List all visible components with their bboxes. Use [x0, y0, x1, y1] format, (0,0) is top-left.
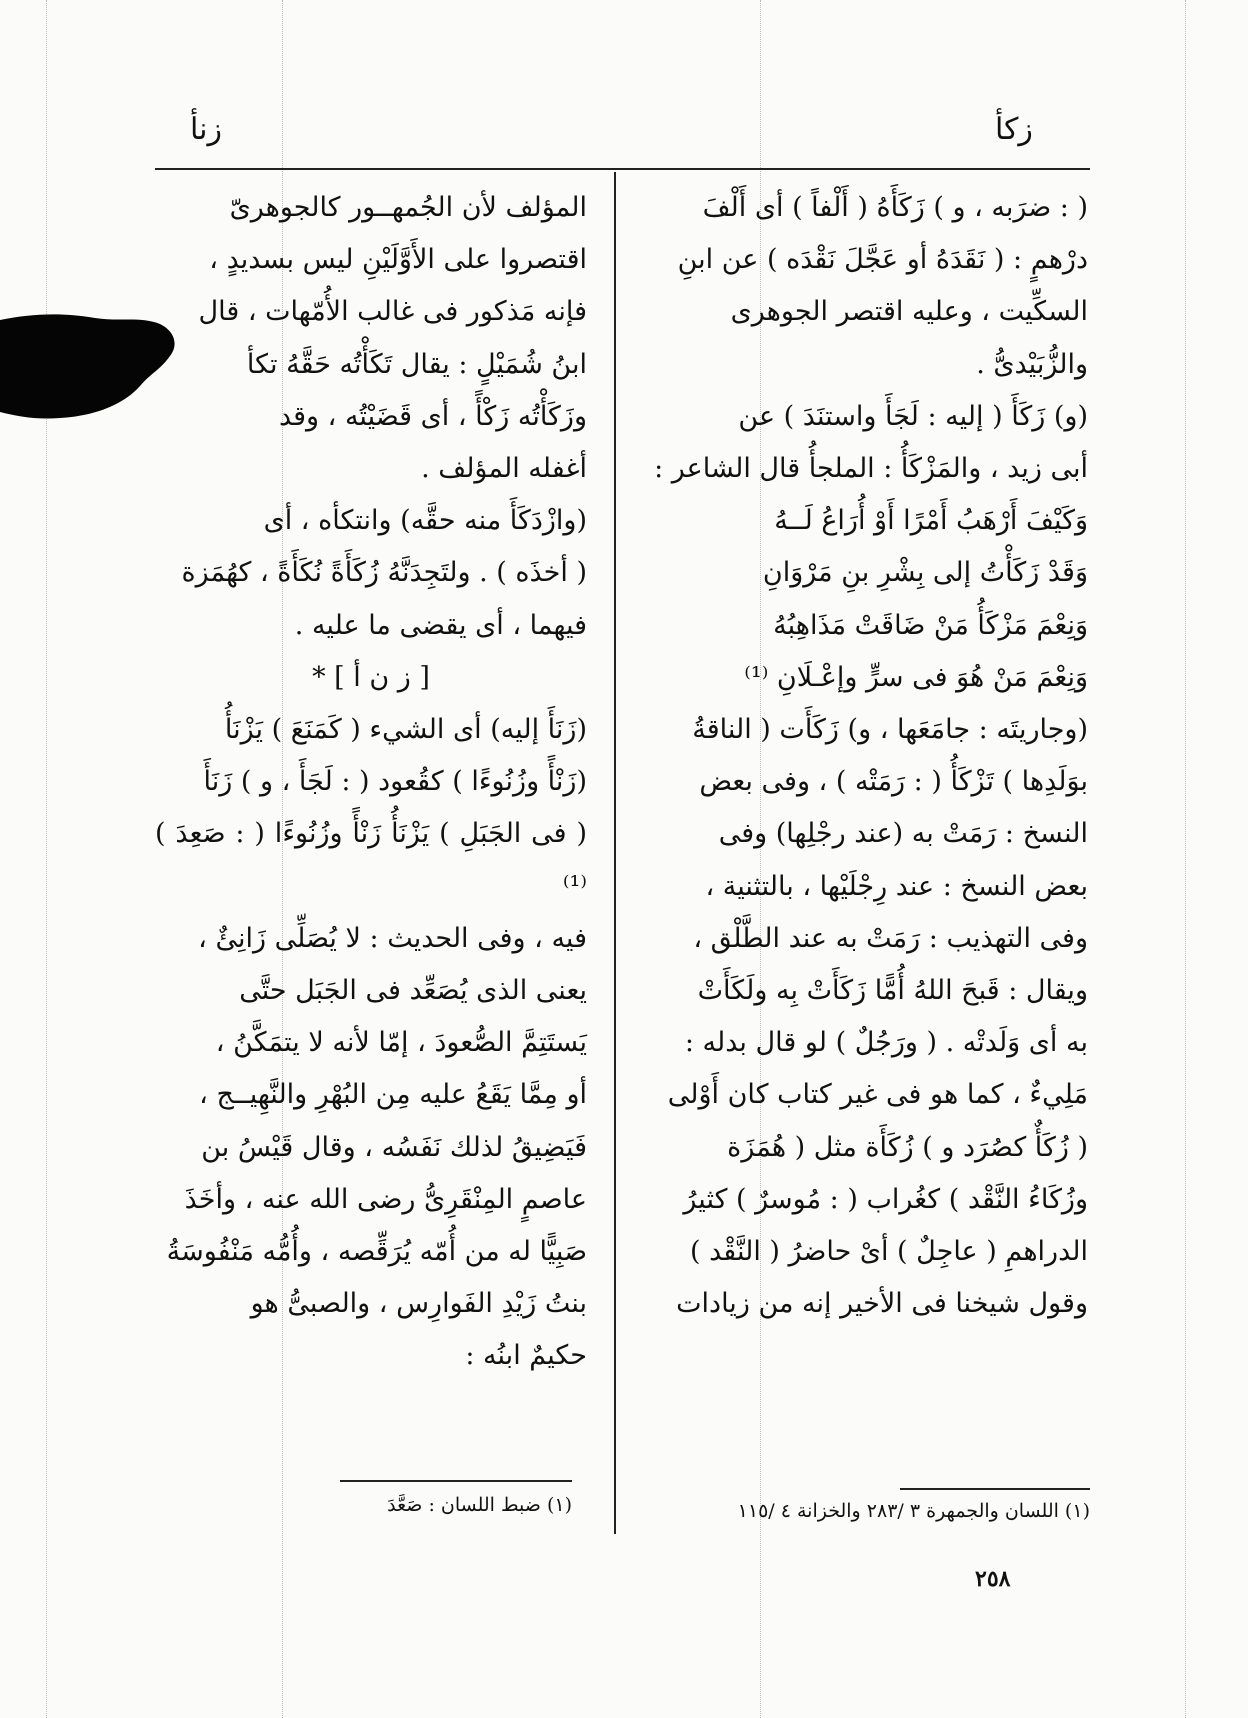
text-line: (و) زَكَأَ ( إليه : لَجَأَ واستنَدَ ) عن — [738, 400, 1088, 432]
text-line: ( : ضرَبه ، و ) زَكَأَهُ ( أَلْفاً ) أى أَلْفَ — [702, 192, 1088, 223]
footnote-rule-right — [900, 1488, 1090, 1490]
text-line: (وجاريتَه : جامَعَها ، و) زَكَأَت ( الناقةُ — [692, 714, 1088, 746]
text-line: وزَكَأْتُه زَكْأً ، أى قَضَيْتُه ، وقد — [278, 400, 587, 432]
text-line: النسخ : رَمَتْ به (عند رجْلِها) وفى — [718, 818, 1088, 850]
text-line: فيه ، وفى الحديث : لا يُصَلِّى زَانِئٌ ، — [198, 922, 587, 954]
verse-line: وَقَدْ زَكَأْتُ إلى بِشْرِ بنِ مَرْوَانِ — [762, 557, 1088, 589]
text-line: أو مِمَّا يَقَعُ عليه مِن البُهْرِ والنَّهِيــج ، — [199, 1079, 587, 1111]
text-line: (زَنَأَ إليه) أى الشيء ( كَمَنَعَ ) يَزْنَأُ — [224, 714, 587, 746]
footnote-rule-left — [340, 1480, 572, 1482]
right-column — [642, 182, 1088, 1330]
header-rule — [155, 168, 1090, 170]
text-line: بعض النسخ : عند رِجْلَيْها ، بالتثنية ، — [705, 870, 1088, 902]
text-line: الدراهمِ ( عاجِلٌ ) أىْ حاضرُ ( النَّقْد ) — [690, 1236, 1088, 1268]
text-line: وفى التهذيب : رَمَتْ به عند الطَّلْق ، — [693, 922, 1088, 954]
scan-guide-line — [1185, 0, 1186, 1718]
text-line: بوَلَدِها ) تَزْكَأُ ( : رَمَتْه ) ، وفى بعض — [699, 766, 1088, 798]
entry-heading: [ ز ن أ ] * — [312, 661, 430, 693]
text-line: مَلِيءٌ ، كما هو فى غير كتاب كان أَوْلى — [667, 1079, 1088, 1111]
text-line: المؤلف لأن الجُمهــور كالجوهرىّ — [229, 192, 587, 223]
text-line: بنتُ زَيْدِ الفَوارِس ، والصبىُّ هو — [250, 1288, 587, 1320]
text-line: وزُكَاءُ النَّقْد ) كغُراب ( : مُوسرٌ ) كثيرُ — [683, 1183, 1088, 1215]
page-number: ٢٥٨ — [975, 1566, 1011, 1592]
text-line: (زَنْأً وزُنُوءًا ) كقُعود ( : لَجَأَ ، و ) زَنَأَ — [203, 766, 587, 798]
text-line: اقتصروا على الأَوَّلَيْنِ ليس بسديدٍ ، — [209, 244, 587, 276]
text-line: ( زُكَأٌ كصُرَد و ) زُكَأَة مثل ( هُمَزَة — [727, 1131, 1088, 1163]
text-line: ( فى الجَبَلِ ) يَزْنَأُ زَنْأً وزُنُوءًا ( : صَعِدَ ) ⁽¹⁾ — [155, 818, 587, 902]
text-line: يَستَتِمَّ الصُّعودَ ، إمّا لأنه لا يتمَكَّنُ ، — [215, 1027, 587, 1059]
footnote-left: (١) ضبط اللسان : صَعَّدَ — [387, 1494, 572, 1516]
text-line: به أى وَلَدتْه . ( ورَجُلٌ ) لو قال بدله : — [684, 1027, 1088, 1059]
torn-paper-mark — [0, 312, 180, 422]
text-line: فيهما ، أى يقضى ما عليه . — [294, 609, 587, 641]
running-head-left: زنأ — [190, 112, 222, 147]
text-line: فَيَضِيقُ لذلك نَفَسُه ، وقال قَيْسُ بن — [201, 1131, 587, 1163]
running-head-right: زكأ — [995, 112, 1033, 147]
text-line: (وازْدَكَأَ منه حقَّه) وانتكأه ، أى — [263, 505, 587, 537]
verse-line: وَنِعْمَ مَزْكَأُ مَنْ ضَاقَتْ مَذَاهِبُهُ — [773, 609, 1088, 641]
text-line: ابنُ شُمَيْلٍ : يقال تَكَأْتُه حَقَّهُ تكأ — [246, 348, 587, 380]
verse-line: وَكَيْفَ أَرْهَبُ أَمْرًا أَوْ أُرَاعُ لَــهُ — [774, 505, 1088, 537]
text-line: والزُّبَيْدىُّ . — [976, 348, 1088, 380]
text-line: فإنه مَذكور فى غالب الأُمّهات ، قال — [198, 296, 587, 328]
text-line: أغفله المؤلف . — [421, 453, 587, 485]
footnote-right: (١) اللسان والجمهرة ٣ /٢٨٣ والخزانة ٤ /١١٥ — [737, 1500, 1090, 1522]
scan-guide-line — [46, 0, 47, 1718]
text-line: حكيمٌ ابنُه : — [465, 1340, 587, 1372]
verse-line: وَنِعْمَ مَنْ هُوَ فى سرٍّ وإعْـلَانِ ⁽¹⁾ — [744, 661, 1088, 693]
text-line: صَبِيًّا له من أُمّه يُرَقِّصه ، وأُمُّه مَنْفُوسَةُ — [166, 1236, 587, 1268]
text-line: السكِّيت ، وعليه اقتصر الجوهرى — [730, 296, 1088, 328]
text-line: ( أخذَه ) . ولتَجِدَنَّهُ زُكَأَةً نُكَأَةً ، كهُمَزة — [181, 557, 587, 589]
text-line: ويقال : قَبحَ اللهُ أُمًّا زَكَأَتْ بِه ولَكَأَتْ — [697, 975, 1088, 1007]
left-column — [155, 182, 587, 1383]
text-line: وقول شيخنا فى الأخير إنه من زيادات — [676, 1288, 1088, 1320]
text-line: عاصمٍ المِنْقَرِىُّ رضى الله عنه ، وأخَذَ — [184, 1183, 587, 1215]
text-line: أبى زيد ، والمَزْكَأُ : الملجأُ قال الشاعر : — [654, 453, 1088, 485]
column-divider — [614, 172, 616, 1534]
text-line: يعنى الذى يُصَعِّد فى الجَبَل حتَّى — [239, 975, 587, 1007]
text-line: درْهمٍ : ( نَقَدَهُ أو عَجَّلَ نَقْدَه ) عن ابنِ — [677, 244, 1088, 276]
